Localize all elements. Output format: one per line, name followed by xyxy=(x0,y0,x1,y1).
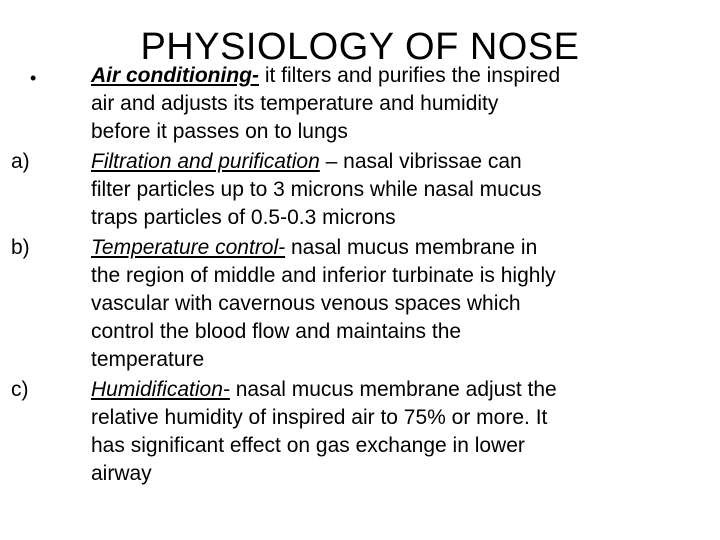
text-line xyxy=(91,148,691,176)
bullet-marker: • xyxy=(30,68,37,88)
text-line: traps particles of 0.5-0.3 microns xyxy=(91,206,396,229)
text-line: vascular with cavernous venous spaces which xyxy=(91,292,521,315)
term-filtration: Filtration and purification xyxy=(91,150,320,173)
text-line: before it passes on to lungs xyxy=(91,120,348,143)
text-line: filter particles up to 3 microns while nasal mucus xyxy=(91,178,542,201)
text-line: airway xyxy=(91,462,152,485)
list-marker: a) xyxy=(11,150,30,173)
text-line: has significant effect on gas exchange in lower xyxy=(91,434,525,457)
text-line xyxy=(91,62,691,90)
slide-title: PHYSIOLOGY OF NOSE xyxy=(140,26,580,68)
text-line: air and adjusts its temperature and humidity xyxy=(91,92,499,115)
list-marker: c) xyxy=(11,378,29,401)
list-item-text xyxy=(91,234,691,374)
text-line: relative humidity of inspired air to 75% or more. It xyxy=(91,406,548,429)
text-line: temperature xyxy=(91,348,205,371)
text-fragment: – nasal vibrissae can xyxy=(319,150,522,173)
text-line: the region of middle and inferior turbinate is highly xyxy=(91,264,556,287)
list-item-text xyxy=(91,148,691,232)
text-line: control the blood flow and maintains the xyxy=(91,320,462,343)
bullet-text xyxy=(91,62,691,146)
text-line xyxy=(91,376,691,404)
list-marker: b) xyxy=(11,236,30,259)
text-fragment: it filters and purifies the inspired xyxy=(258,64,561,87)
term-air-conditioning: Air conditioning- xyxy=(91,64,259,87)
list-item-text xyxy=(91,376,691,488)
term-humidification: Humidification- xyxy=(91,378,230,401)
term-temperature-control: Temperature control- xyxy=(91,236,286,259)
text-fragment: nasal mucus membrane adjust the xyxy=(229,378,557,401)
text-fragment: nasal mucus membrane in xyxy=(285,236,538,259)
text-line xyxy=(91,234,691,262)
